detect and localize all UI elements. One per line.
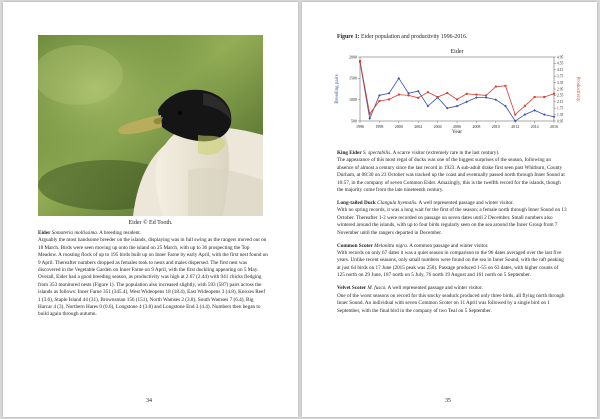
entry-latin: Clangula hyemalis: [377, 200, 417, 207]
x-tick-label: 2016: [550, 124, 558, 129]
data-point-productivity: [398, 94, 400, 96]
entry-status: . A well represented passage and winter visitor.: [385, 285, 483, 292]
data-point-breeding-pairs: [465, 101, 468, 104]
y-left-tick-label: 1500: [349, 75, 357, 81]
entry-latin: M. fusca: [367, 285, 386, 292]
entry-status: . A well represented passage and winter visitor.: [416, 200, 514, 207]
data-point-productivity: [534, 96, 536, 98]
figure-caption: [337, 34, 467, 40]
figure-caption-text: Eider population and productivity 1996-2016.: [359, 34, 468, 40]
data-point-breeding-pairs: [456, 105, 459, 108]
eider-photo-image: [38, 35, 263, 216]
entry-body: One of the worst seasons on record for this stocky seaduck produced only three birds, all flying north through Inner Sound. An individual with seven Common Scoter on 11 April was followed by a single bird on 1 September, with the final bird in the company of two Teal on 5 September.: [337, 292, 565, 314]
y-left-tick-label: 1000: [349, 97, 357, 103]
x-tick-label: 2012: [511, 124, 520, 129]
chart-title: Eider: [450, 49, 464, 55]
eider-entry: [38, 230, 268, 319]
data-point-productivity: [543, 96, 545, 98]
y-right-tick-label: 2.95: [557, 87, 564, 92]
x-tick-label: 2006: [453, 124, 461, 129]
x-tick-label: 2002: [414, 124, 423, 129]
y-right-tick-label: 0.95: [557, 119, 564, 124]
y-left-tick-label: 500: [351, 118, 357, 124]
data-point-productivity: [495, 86, 497, 88]
data-point-productivity: [417, 97, 419, 99]
data-point-productivity: [514, 114, 516, 116]
data-point-breeding-pairs: [485, 96, 488, 99]
data-point-breeding-pairs: [553, 115, 556, 118]
y-right-tick-label: 3.75: [557, 74, 564, 79]
entry-name: Common Scoter: [337, 242, 373, 249]
data-point-productivity: [505, 85, 507, 87]
entry-common-scoter: [337, 243, 567, 280]
eider-chart: [332, 44, 582, 134]
y-right-tick-label: 3.35: [557, 80, 564, 85]
species-body: Arguably the most handsome breeder on the islands, displaying was in full swing as the rangers moved out on 18 March. Birds were seen moving up onto the island on 25 March, with up to 36 prospecting the Top Meadow. A roosting flock of up to 195 birds built up on Inner Farne by early April, with the first nest found on 9 April. Thereafter numbers dropped as females took to nests and males dispersed. The first nest was discovered in the Vegetable Garden on Inner Farne on 9 April, with the first duckling appearing on 5 May. Overall, Eider had a good breeding season, as productivity was high at 2.67 (2.44) with 941 chicks fledging from 353 monitored nests (Figure 1). The population also increased slightly, with 593 (587) pairs across the islands as follows: Inner Farne 351 (345.4), West Wideopens 18 (18.4), East Wideopens 3 (4.8), Knoxes Reef 1 (3.6), Staple Island 44 (31), Brownsman 156 (151), North Wamses 2 (3.8), South Wamses 7 (6.4), Big Harcar 4 (3), Northern Hares 0 (0.6), Longstone 4 (3.8) and Longstone End 3 (4.4). Numbers then began to build again through autumn.: [38, 237, 268, 318]
series-line-breeding-pairs: [360, 62, 554, 121]
right-page: [302, 2, 597, 417]
x-tick-label: 2010: [491, 124, 500, 129]
entry-king-eider: [337, 150, 567, 194]
page-number-left: 34: [146, 398, 152, 404]
entry-name: Long-tailed Duck: [337, 200, 376, 207]
x-tick-label: 2008: [472, 124, 481, 129]
y-right-tick-label: 4.95: [557, 55, 564, 60]
x-tick-label: 2000: [394, 124, 403, 129]
y-right-tick-label: 4.55: [557, 61, 564, 66]
data-point-breeding-pairs: [368, 117, 371, 120]
data-point-productivity: [408, 94, 410, 96]
photo-caption: Eider © Ed Tooth.: [128, 220, 173, 226]
data-point-breeding-pairs: [475, 96, 478, 99]
y-left-tick-label: 2000: [349, 54, 357, 60]
entry-body: The appearance of this most regal of ducks was one of the biggest surprises of the season, following an absence of almost a century since the last record in 1923. A sub-adult drake first seen past Whitburn, County Durham, at 08:30 on 23 October was tracked up the coast and eventually passed north through Inner Sound at 10:57, in the company of seven Common Eider. Amazingly, this is the twelfth record for the islands, though the majority come from the late nineteenth century.: [337, 157, 565, 194]
entry-name: King Eider: [337, 150, 362, 156]
y-right-tick-label: 2.15: [557, 100, 564, 105]
data-point-productivity: [369, 113, 371, 115]
data-point-productivity: [446, 92, 448, 94]
data-point-productivity: [475, 94, 477, 96]
data-point-productivity: [485, 94, 487, 96]
entry-long-tailed-duck: [337, 200, 567, 237]
y-axis-label-right: Productivity: [575, 76, 580, 102]
y-right-tick-label: 1.75: [557, 106, 564, 111]
y-right-tick-label: 4.15: [557, 68, 564, 73]
page-number-right: 35: [445, 398, 451, 404]
y-right-tick-label: 2.55: [557, 93, 564, 98]
figure-label: Figure 1:: [337, 34, 360, 40]
y-axis-label-left: Breeding pairs: [335, 74, 340, 104]
species-latin: Somateria mollissima: [51, 230, 97, 236]
left-page: [3, 2, 298, 417]
entry-status: . A common passage and winter visitor.: [406, 242, 489, 249]
entry-body: With records on only 67 dates it was a quiet season in comparison to the 96 dates averaged over the last five years. Unlike recent seasons, only small numbers were found on the sea in Inner Sound, with the raft peaking at just 64 birds on 17 June (2015 peak was 250). Passage produced 1-55 on 63 dates, with higher counts of 125 north on 29 June, 187 north on 5 July, 76 north 19 August and 161 north on 5 September.: [337, 250, 564, 279]
entry-body: With no spring records, it was a long wait for the first of the season; a female north through Inner Sound on 13 October. Thereafter 1-2 were recorded on passage on seven dates until 2 December. Small numbers also wintered around the islands, with up to four birds regularly seen on the sea around the Inner Group from 7 November until the rangers departed in December.: [337, 207, 567, 236]
data-point-productivity: [437, 96, 439, 98]
x-tick-label: 2014: [530, 124, 539, 129]
species-status: . A breeding resident.: [96, 230, 142, 236]
data-point-productivity: [466, 93, 468, 95]
data-point-productivity: [427, 91, 429, 93]
plot-frame: [360, 57, 554, 121]
entry-velvet-scoter: [337, 285, 567, 315]
data-point-productivity: [456, 98, 458, 100]
x-axis-label: Year: [451, 129, 463, 134]
data-point-breeding-pairs: [533, 109, 536, 112]
data-point-productivity: [359, 60, 361, 62]
x-tick-label: 1996: [356, 124, 364, 129]
x-tick-label: 1998: [375, 124, 384, 129]
data-point-productivity: [378, 100, 380, 102]
entry-latin: S. spectabilis: [362, 150, 391, 156]
eider-photo: [38, 35, 263, 216]
data-point-breeding-pairs: [543, 113, 546, 116]
data-point-productivity: [388, 98, 390, 100]
x-tick-label: 2004: [433, 124, 442, 129]
species-name: Eider: [38, 230, 51, 236]
species-entries: [337, 150, 567, 321]
entry-name: Velvet Scoter: [337, 285, 367, 292]
entry-status: . A scarce visitor (extremely rare in the last century).: [390, 150, 500, 156]
data-point-breeding-pairs: [378, 94, 381, 97]
y-right-tick-label: 1.35: [557, 112, 564, 117]
data-point-productivity: [524, 105, 526, 107]
entry-latin: Melanitta nigra: [374, 242, 407, 249]
data-point-productivity: [553, 93, 555, 95]
